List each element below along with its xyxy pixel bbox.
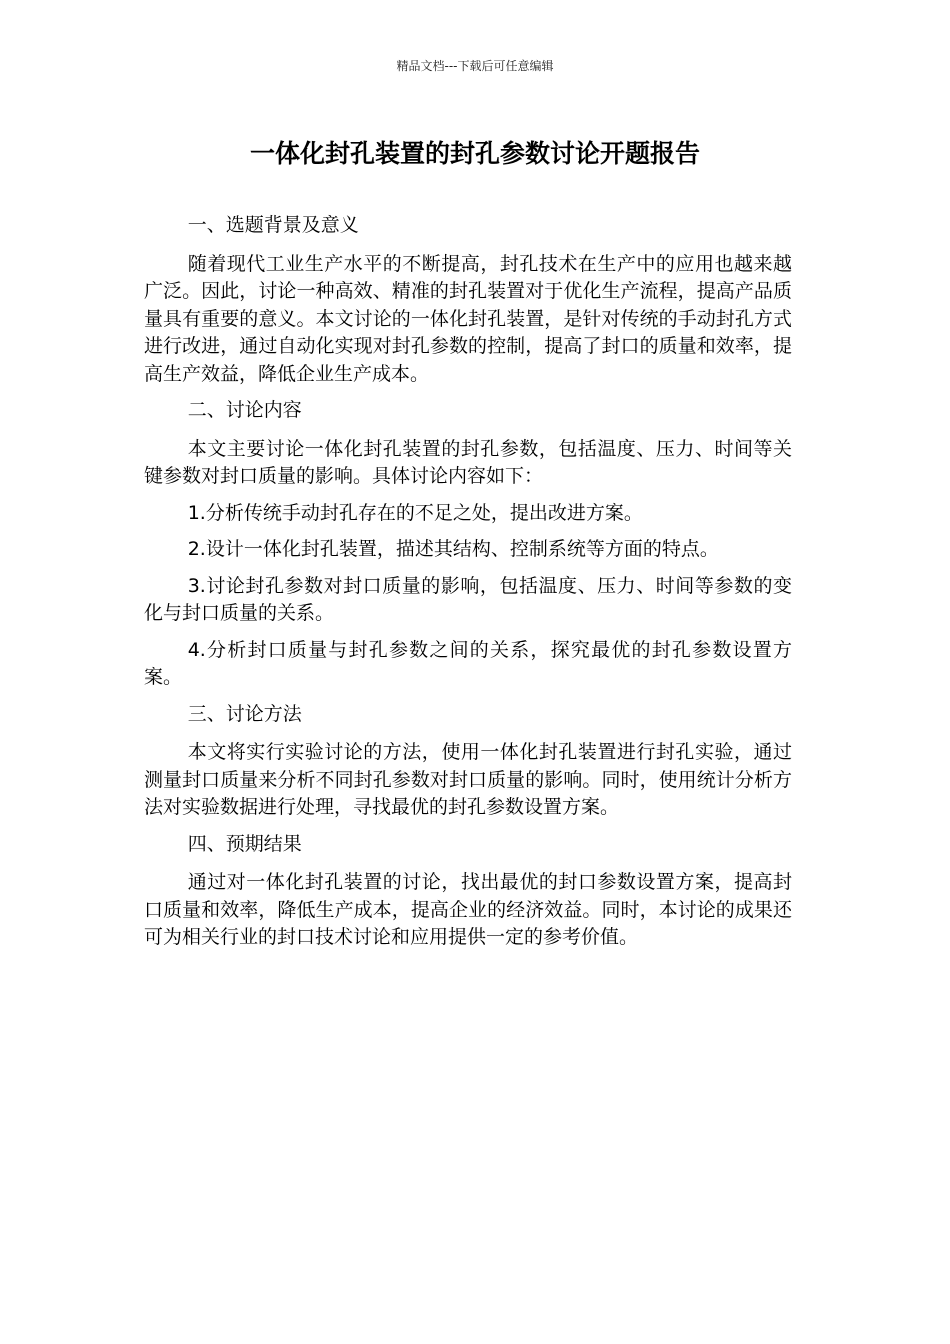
paragraph-method: 本文将实行实验讨论的方法，使用一体化封孔装置进行封孔实验，通过测量封口质量来分析不同封孔参数对封口质量的影响。同时，使用统计分析方法对实验数据进行处理，寻找最优的封孔参数设置方案。 [144, 741, 792, 818]
section-heading-method: 三、讨论方法 [187, 702, 302, 725]
paragraph-background: 随着现代工业生产水平的不断提高，封孔技术在生产中的应用也越来越广泛。因此，讨论一种高效、精准的封孔装置对于优化生产流程，提高产品质量具有重要的意义。本文讨论的一体化封孔装置，是针对传统的手动封孔方式进行改进，通过自动化实现对封孔参数的控制，提高了封口的质量和效率，提高生产效益，降低企业生产成本。 [144, 252, 792, 385]
section-heading-background: 一、选题背景及意义 [187, 214, 359, 236]
list-item-4: 4.分析封口质量与封孔参数之间的关系，探究最优的封孔参数设置方案。 [144, 638, 792, 688]
section-heading-results: 四、预期结果 [187, 832, 302, 855]
list-item-3: 3.讨论封孔参数对封口质量的影响，包括温度、压力、时间等参数的变化与封口质量的关系。 [144, 574, 792, 624]
paragraph-results: 通过对一体化封孔装置的讨论，找出最优的封口参数设置方案，提高封口质量和效率，降低生产成本，提高企业的经济效益。同时，本讨论的成果还可为相关行业的封口技术讨论和应用提供一定的参考价值。 [144, 871, 792, 948]
section-heading-content: 二、讨论内容 [187, 399, 302, 421]
document-body [144, 212, 792, 961]
list-item-2: 2.设计一体化封孔装置，描述其结构、控制系统等方面的特点。 [187, 538, 719, 560]
page-header-note: 精品文档---下载后可任意编辑 [396, 59, 554, 73]
document-title: 一体化封孔装置的封孔参数讨论开题报告 [249, 139, 700, 168]
list-item-1: 1.分析传统手动封孔存在的不足之处，提出改进方案。 [187, 501, 643, 524]
paragraph-content-intro: 本文主要讨论一体化封孔装置的封孔参数，包括温度、压力、时间等关键参数对封口质量的影响。具体讨论内容如下： [144, 437, 792, 487]
